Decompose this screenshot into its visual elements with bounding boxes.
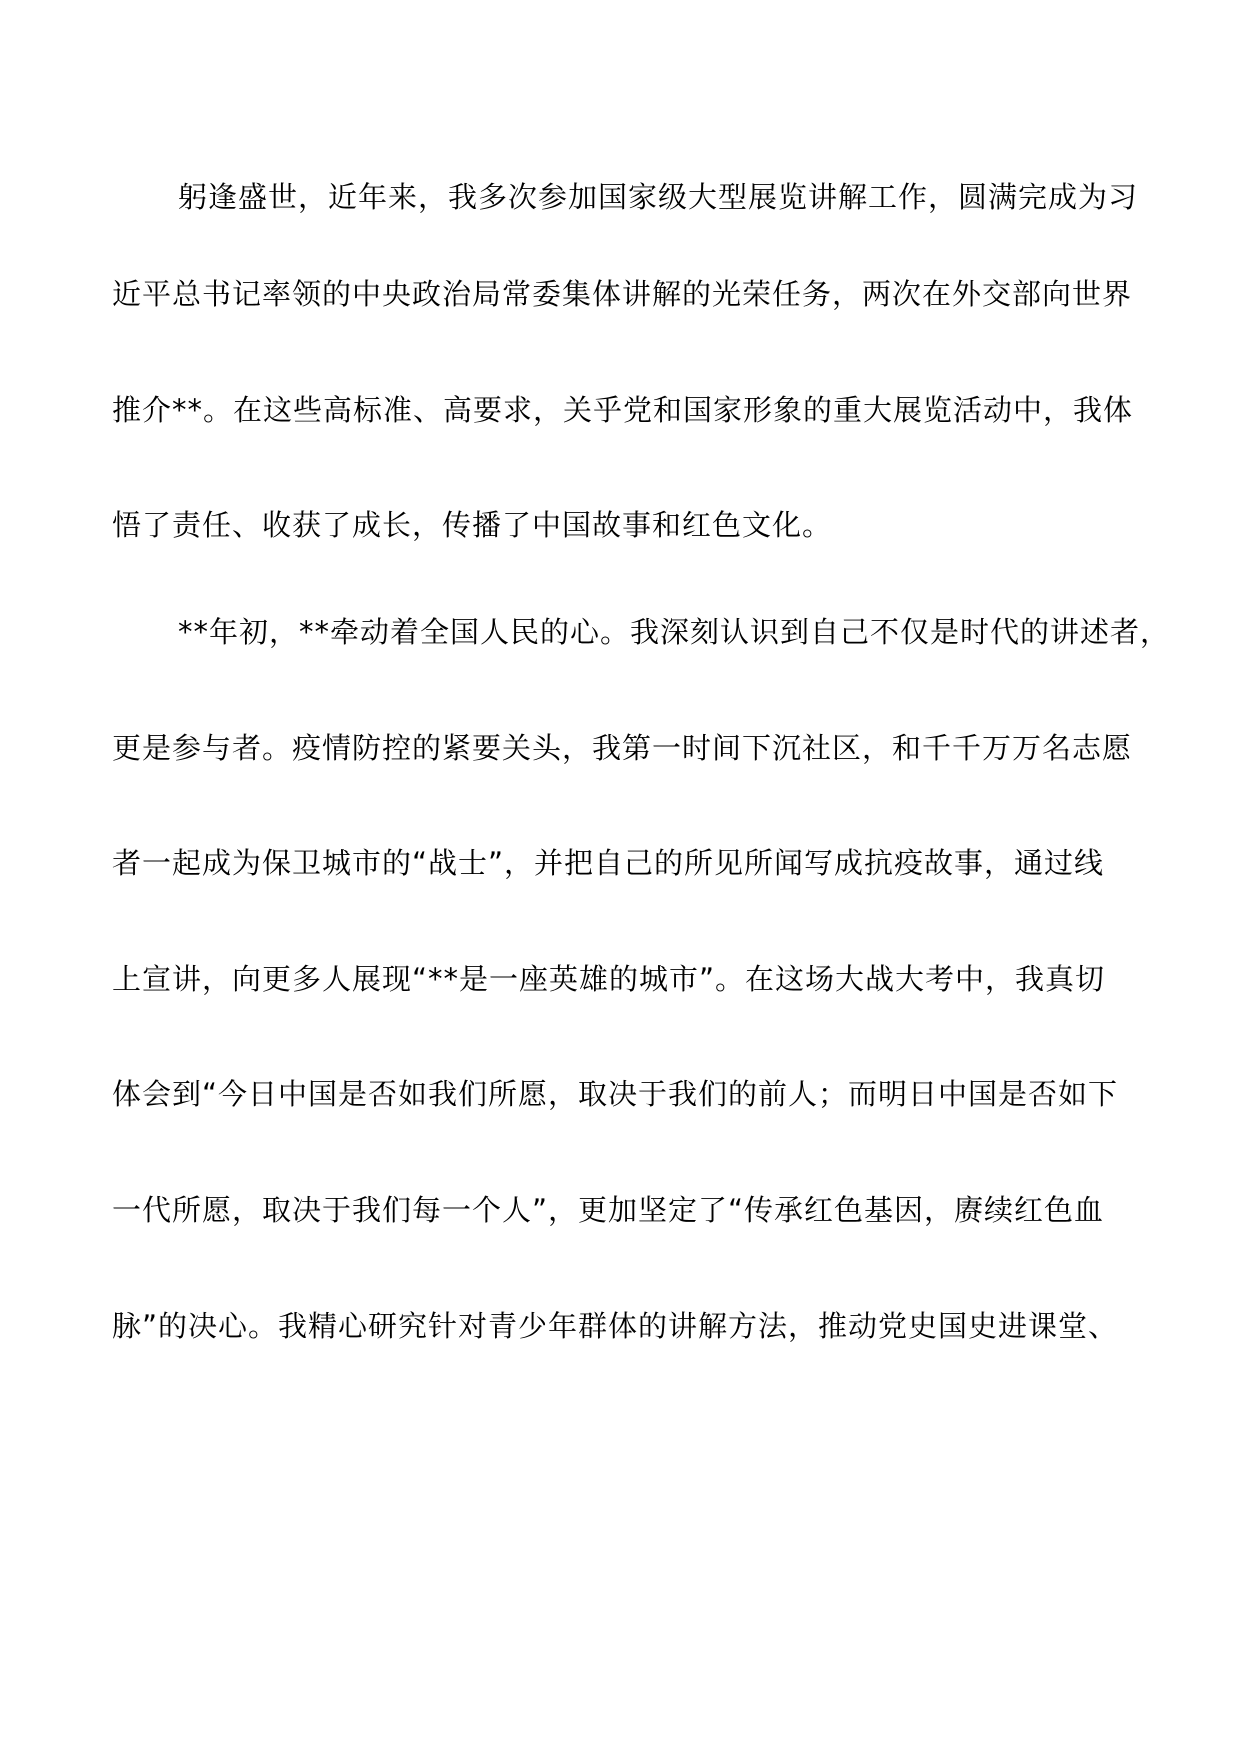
paragraph-1-line-4: 悟了责任、收获了成长，传播了中国故事和红色文化。 (112, 508, 833, 542)
paragraph-2-line-1: **年初，**牵动着全国人民的心。我深刻认识到自己不仅是时代的讲述者， (178, 615, 1171, 649)
paragraph-2-line-2: 更是参与者。疫情防控的紧要关头，我第一时间下沉社区，和千千万万名志愿 (112, 731, 1133, 765)
paragraph-2-line-7: 脉”的决心。我精心研究针对青少年群体的讲解方法，推动党史国史进课堂、 (112, 1309, 1119, 1343)
paragraph-2-line-5: 体会到“今日中国是否如我们所愿，取决于我们的前人；而明日中国是否如下 (112, 1077, 1119, 1111)
paragraph-1-line-1: 躬逢盛世，近年来，我多次参加国家级大型展览讲解工作，圆满完成为习 (178, 180, 1139, 214)
paragraph-2-line-6: 一代所愿，取决于我们每一个人”，更加坚定了“传承红色基因，赓续红色血 (112, 1193, 1105, 1227)
paragraph-2-line-4: 上宣讲，向更多人展现“**是一座英雄的城市”。在这场大战大考中，我真切 (112, 962, 1106, 996)
paragraph-1-line-2: 近平总书记率领的中央政治局常委集体讲解的光荣任务，两次在外交部向世界 (112, 277, 1133, 311)
paragraph-2-line-3: 者一起成为保卫城市的“战士”，并把自己的所见所闻写成抗疫故事，通过线 (112, 846, 1105, 880)
paragraph-1-line-3: 推介**。在这些高标准、高要求，关乎党和国家形象的重大展览活动中，我体 (112, 393, 1134, 427)
